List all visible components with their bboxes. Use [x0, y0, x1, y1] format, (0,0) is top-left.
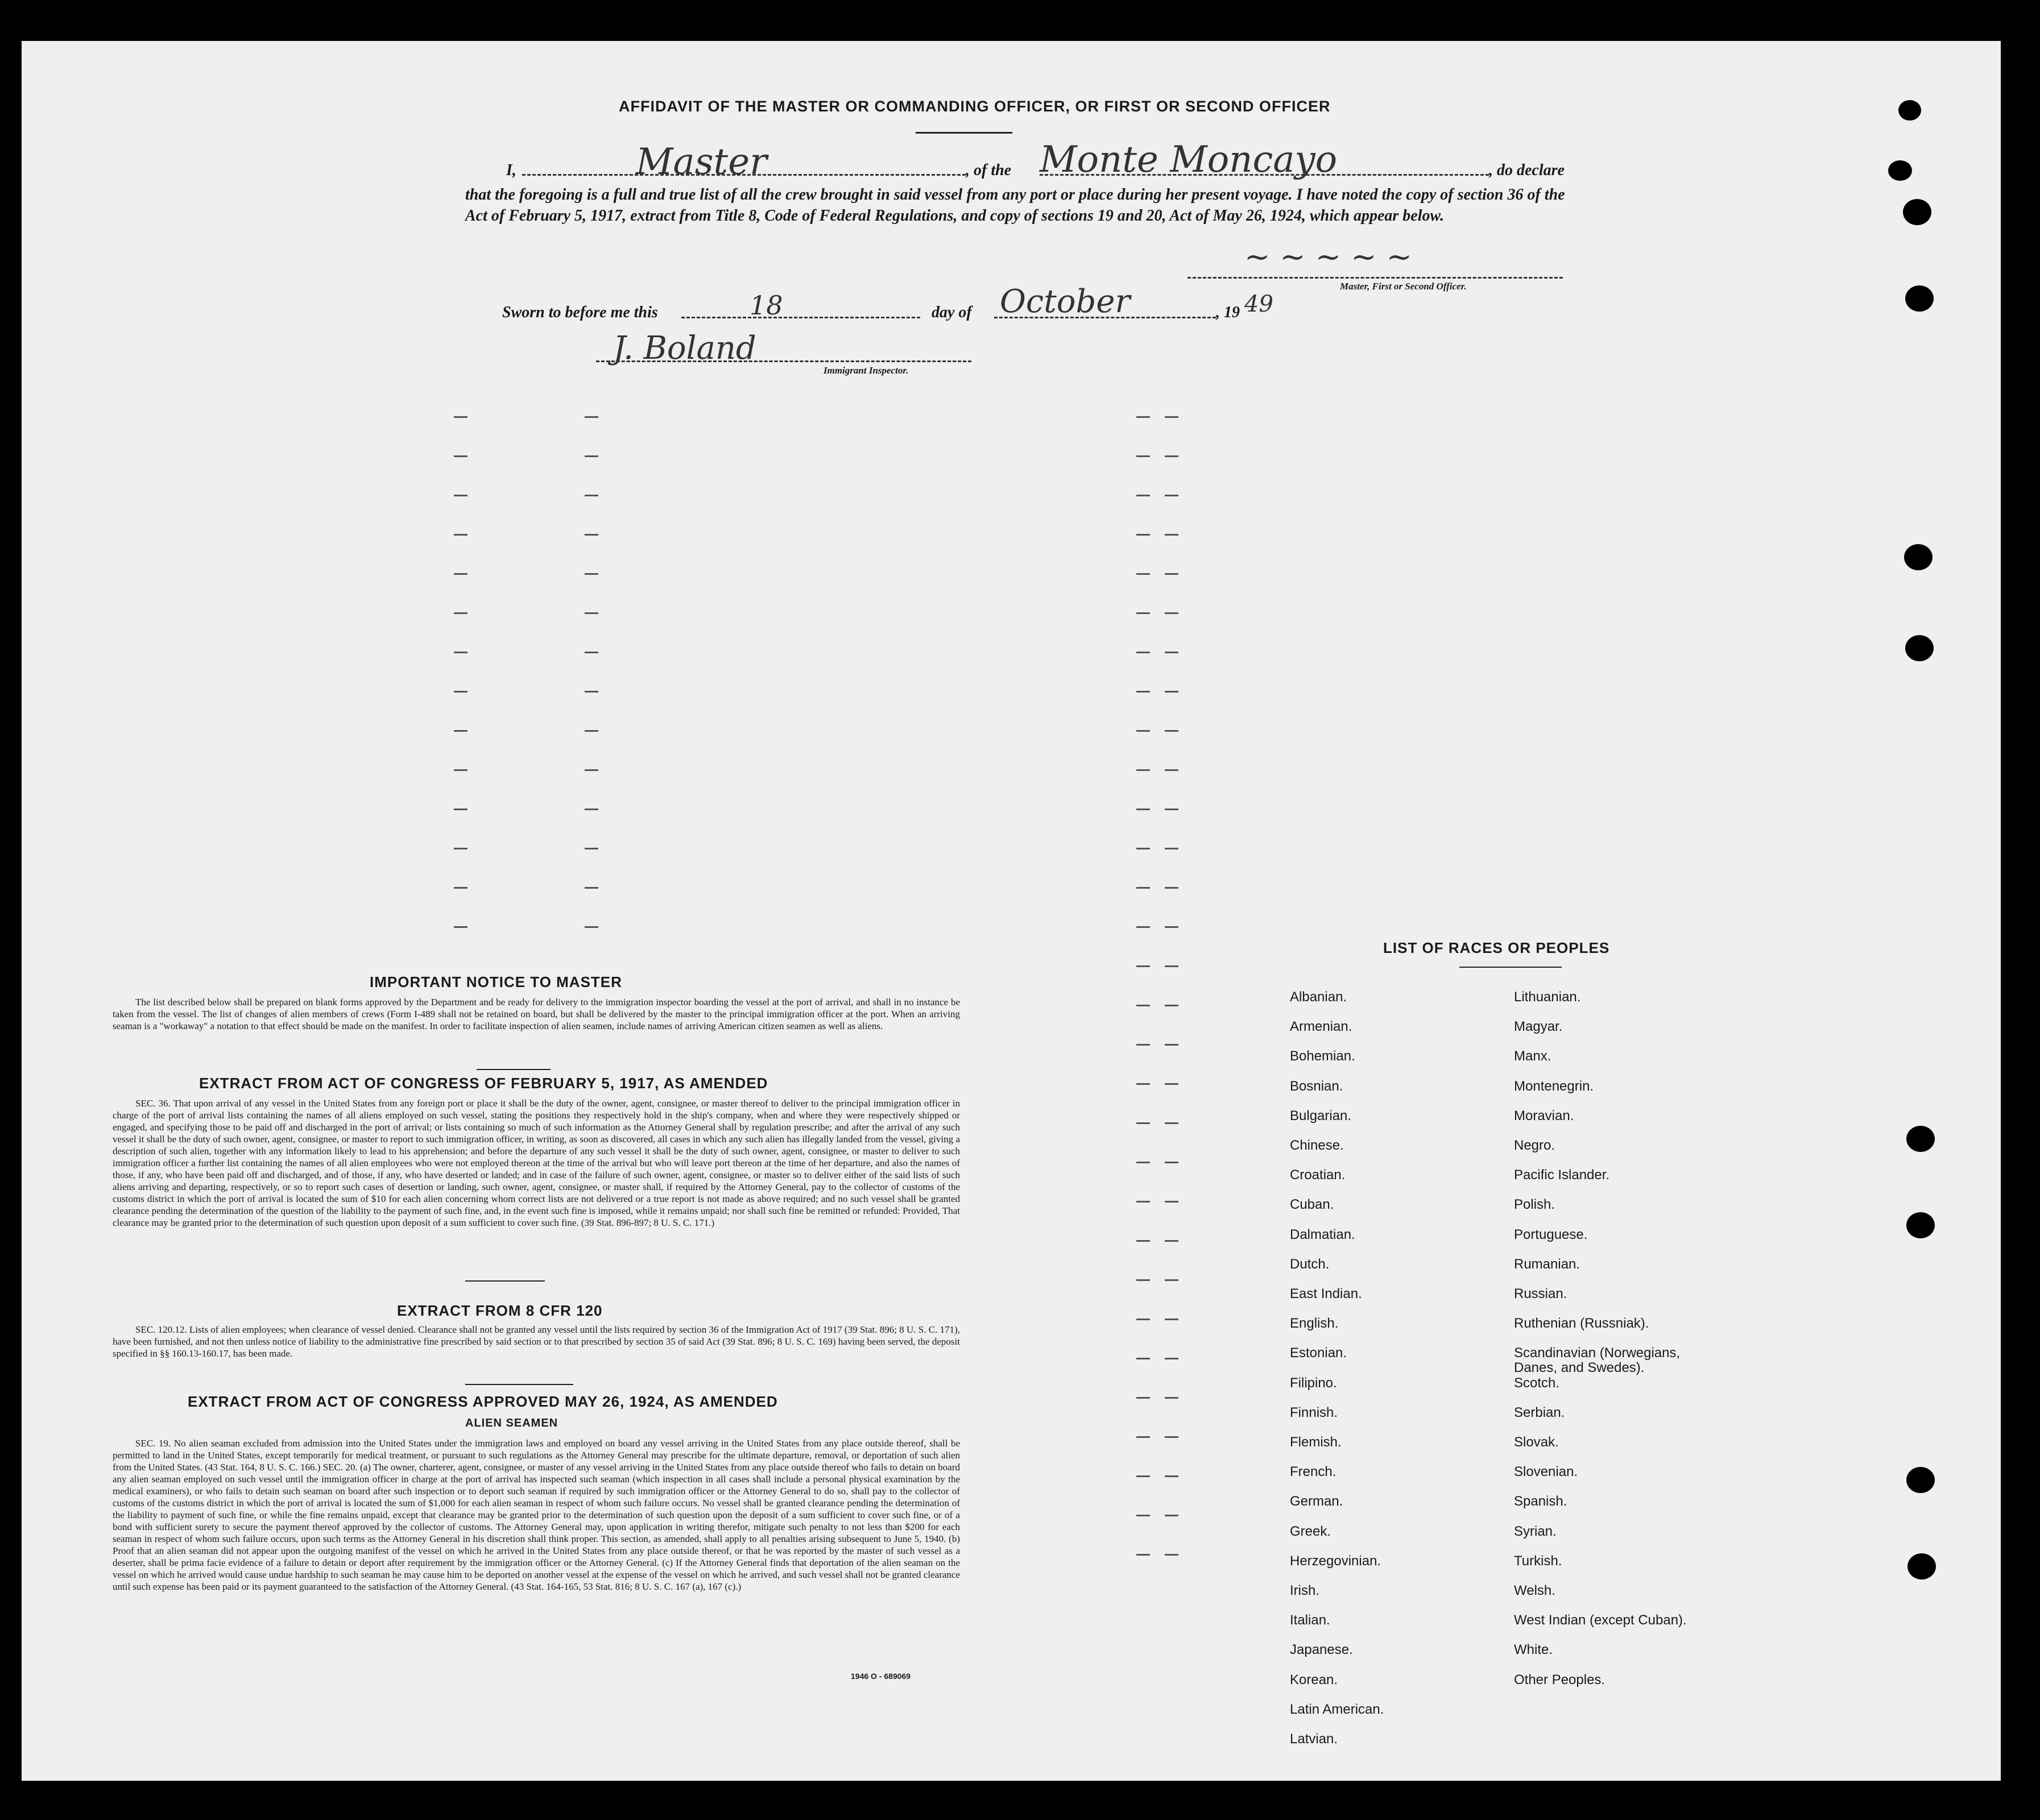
do-declare-label: , do declare: [1489, 161, 1565, 179]
blank-mark: [1165, 887, 1178, 889]
blank-mark: [454, 612, 467, 614]
blank-mark: [1136, 573, 1150, 575]
blank-mark: [454, 416, 467, 418]
affidavit-body: that the foregoing is a full and true list of all the crew brought in said vessel from any port or place during her present voyage. I have noted the copy of section 36 of the Act of February 5, 1917, extract from Title 8, Code of Federal Regulations, and copy of sections 19 and 20, Act of May 26, 1924, which appear below.: [465, 186, 1565, 225]
race-item: Magyar.: [1514, 1019, 1563, 1035]
blank-mark: [454, 455, 467, 457]
race-item: Cuban.: [1290, 1197, 1334, 1213]
blank-mark: [1165, 1319, 1178, 1320]
blank-mark: [1136, 534, 1150, 536]
race-item: Dalmatian.: [1290, 1226, 1355, 1242]
blank-mark: [1136, 730, 1150, 732]
race-item: Albanian.: [1290, 989, 1347, 1005]
punch-hole: [1898, 100, 1921, 121]
race-item: Turkish.: [1514, 1553, 1562, 1569]
blank-mark: [585, 887, 598, 889]
race-item: Moravian.: [1514, 1108, 1574, 1123]
sworn-month: October: [1000, 283, 1131, 320]
race-item: Negro.: [1514, 1138, 1555, 1153]
race-item: Latvian.: [1290, 1731, 1338, 1747]
sworn-day: 18: [750, 290, 783, 321]
blank-mark: [1136, 1397, 1150, 1399]
blank-mark: [1136, 1436, 1150, 1438]
race-item: Ruthenian (Russniak).: [1514, 1316, 1649, 1332]
race-item: German.: [1290, 1494, 1343, 1510]
blank-mark: [1165, 1554, 1178, 1556]
title-underline: [916, 132, 1012, 134]
blank-mark: [454, 926, 467, 928]
race-item: Greek.: [1290, 1523, 1331, 1539]
blank-mark: [1165, 612, 1178, 614]
blank-mark: [1165, 1397, 1178, 1399]
blank-mark: [1165, 730, 1178, 732]
race-item: Italian.: [1290, 1612, 1330, 1628]
blank-mark: [454, 848, 467, 849]
punch-hole: [1906, 1212, 1935, 1238]
punch-hole: [1906, 1467, 1935, 1493]
race-item: Dutch.: [1290, 1256, 1330, 1272]
blank-mark: [1165, 1044, 1178, 1046]
blank-mark: [1136, 1515, 1150, 1516]
blank-mark: [585, 691, 598, 693]
race-item: Croatian.: [1290, 1167, 1346, 1183]
blank-mark: [585, 926, 598, 928]
race-item: Japanese.: [1290, 1642, 1353, 1658]
print-code: 1946 O - 689069: [851, 1672, 911, 1681]
race-item: Slovenian.: [1514, 1464, 1578, 1480]
blank-mark: [1165, 691, 1178, 693]
blank-mark: [1165, 965, 1178, 967]
extract-1917-title: EXTRACT FROM ACT OF CONGRESS OF FEBRUARY 5, 1917, AS AMENDED: [199, 1075, 768, 1092]
blank-mark: [1165, 652, 1178, 653]
punch-hole: [1903, 199, 1931, 225]
affidavit-title: AFFIDAVIT OF THE MASTER OR COMMANDING OFFICER, OR FIRST OR SECOND OFFICER: [619, 98, 1331, 115]
blank-mark: [1165, 926, 1178, 928]
race-item: Scandinavian (Norwegians,: [1514, 1345, 1681, 1361]
blank-mark: [454, 730, 467, 732]
blank-mark: [585, 534, 598, 536]
race-item: Latin American.: [1290, 1701, 1384, 1717]
inspector-signature: J. Boland: [613, 330, 756, 367]
race-item: French.: [1290, 1464, 1336, 1480]
race-item: English.: [1290, 1316, 1339, 1332]
races-underline: [1459, 967, 1562, 968]
of-the-label: , of the: [966, 161, 1012, 179]
year-prefix: , 19: [1216, 304, 1240, 321]
race-item: Herzegovinian.: [1290, 1553, 1381, 1569]
blank-mark: [1136, 416, 1150, 418]
blank-mark: [585, 573, 598, 575]
punch-hole: [1905, 285, 1934, 312]
blank-mark: [1165, 1201, 1178, 1203]
race-item: Korean.: [1290, 1672, 1338, 1688]
blank-mark: [585, 769, 598, 771]
race-item: Montenegrin.: [1514, 1078, 1594, 1094]
punch-hole: [1905, 635, 1934, 661]
declarant-prefix: I,: [506, 161, 516, 179]
blank-mark: [1165, 769, 1178, 771]
race-item: Irish.: [1290, 1583, 1320, 1598]
blank-mark: [585, 495, 598, 496]
declarant-name: Master: [636, 141, 767, 183]
blank-mark: [1165, 1515, 1178, 1516]
race-item: Bulgarian.: [1290, 1108, 1352, 1123]
extract-cfr-title: EXTRACT FROM 8 CFR 120: [397, 1302, 603, 1319]
blank-mark: [1165, 1475, 1178, 1477]
blank-mark: [1136, 887, 1150, 889]
blank-mark: [1165, 573, 1178, 575]
blank-mark: [1136, 455, 1150, 457]
blank-mark: [1136, 495, 1150, 496]
punch-hole: [1906, 1126, 1935, 1152]
alien-seamen-subtitle: ALIEN SEAMEN: [465, 1417, 558, 1429]
blank-mark: [1136, 1005, 1150, 1006]
race-item: Flemish.: [1290, 1435, 1342, 1450]
blank-mark: [1136, 1162, 1150, 1163]
race-item: Serbian.: [1514, 1404, 1565, 1420]
blank-mark: [454, 809, 467, 810]
race-item: Lithuanian.: [1514, 989, 1581, 1005]
blank-mark: [1136, 612, 1150, 614]
blank-mark: [1136, 1083, 1150, 1085]
blank-mark: [1165, 1005, 1178, 1006]
blank-mark: [1165, 1240, 1178, 1242]
blank-mark: [454, 691, 467, 693]
blank-mark: [585, 730, 598, 732]
blank-mark: [1165, 495, 1178, 496]
blank-mark: [1136, 926, 1150, 928]
race-item: Rumanian.: [1514, 1256, 1580, 1272]
race-item: Bohemian.: [1290, 1048, 1355, 1064]
blank-mark: [585, 612, 598, 614]
notice-title: IMPORTANT NOTICE TO MASTER: [370, 973, 622, 990]
day-of-label: day of: [932, 304, 972, 321]
race-item: Syrian.: [1514, 1523, 1557, 1539]
race-item: Finnish.: [1290, 1404, 1338, 1420]
race-item: Danes, and Swedes).: [1514, 1360, 1645, 1376]
sworn-year: 49: [1244, 291, 1273, 317]
blank-mark: [1136, 691, 1150, 693]
master-signature-mark: ~ ~ ~ ~ ~: [1244, 239, 1412, 275]
section-divider: [465, 1384, 573, 1385]
signature-label: Master, First or Second Officer.: [1340, 281, 1467, 292]
blank-mark: [1165, 534, 1178, 536]
inspector-label: Immigrant Inspector.: [824, 365, 909, 376]
race-item: Other Peoples.: [1514, 1672, 1605, 1688]
race-item: Filipino.: [1290, 1375, 1337, 1391]
blank-mark: [1136, 1358, 1150, 1359]
race-item: White.: [1514, 1642, 1553, 1658]
notice-body: The list described below shall be prepared on blank forms approved by the Department and be ready for delivery to the immigration inspector boarding the vessel at the port of arrival, and shall in no instance be taken from the vessel. The list of changes of alien members of crews (Form I-489 shall not be retained on board, but shall be delivered by the master to the principal immigration officer at the port. When an arriving seaman is a "workaway" a notation to that effect should be made on the manifest. In order to facilitate inspection of alien seamen, include names of arriving American citizen seamen as well as aliens.: [113, 997, 960, 1031]
race-item: Portuguese.: [1514, 1226, 1588, 1242]
vessel-name: Monte Moncayo: [1040, 139, 1338, 181]
race-item: Chinese.: [1290, 1138, 1344, 1153]
sworn-label: Sworn to before me this: [502, 304, 658, 321]
blank-mark: [1136, 1044, 1150, 1046]
blank-mark: [1165, 1122, 1178, 1124]
extract-cfr-body: SEC. 120.12. Lists of alien employees; when clearance of vessel denied. Clearance shall not be granted any vessel until the lists required by section 36 of the Immigration Act of 1917 (39 Stat. 896; 8 U. S. C. 171), have been furnished, and not then unless notice of liability to the administrative fine prescribed by said section or to that prescribed by section 35 of said Act (39 Stat. 896; 8 U. S. C. 169) having been served, the deposit specified in §§ 160.13-160.17, has been made.: [113, 1324, 960, 1359]
blank-mark: [1165, 1083, 1178, 1085]
blank-mark: [1165, 848, 1178, 849]
blank-mark: [585, 455, 598, 457]
race-item: Welsh.: [1514, 1583, 1555, 1598]
race-item: Bosnian.: [1290, 1078, 1343, 1094]
race-item: Russian.: [1514, 1286, 1567, 1301]
punch-hole: [1907, 1553, 1936, 1579]
blank-mark: [1165, 1279, 1178, 1281]
blank-mark: [454, 887, 467, 889]
blank-mark: [1136, 1122, 1150, 1124]
blank-mark: [1136, 848, 1150, 849]
blank-mark: [1165, 1162, 1178, 1163]
extract-1924-body: SEC. 19. No alien seaman excluded from admission into the United States under the immigration laws and employed on board any vessel arriving in the United States from any place outside thereof, shall be permitted to land in the United States, except temporarily for medical treatment, or pursuant to such regulations as the Attorney General may prescribe for the ultimate departure, removal, or deportation of such alien from the United States. (43 Stat. 164, 8 U. S. C. 166.) SEC. 20. (a) The owner, charterer, agent, consignee, or master of any vessel arriving in the United States from any place outside thereof who fails to detain on board any alien seaman employed on such vessel until the immigration officer in charge at the port of arrival has inspected such seaman (which inspection in all cases shall include a personal physical examination by the medical examiners), or who fails to detain such seaman on board after such inspection or to deport such seaman if required by such immigration officer or the Attorney General to do so, shall pay to the collector of customs of the customs district in which the port of arrival is located the sum of $1,000 for each alien seaman in respect of whom such failure occurs. No vessel shall be granted clearance pending the determination of the liability to payment of such fine, or while the fine remains unpaid, except that clearance may be granted prior to the determination of such question upon the deposit of a sum sufficient to cover such fine, or of a bond with sufficient surety to secure the payment thereof approved by the collector of customs. The Attorney General may, upon application in writing therefor, mitigate such penalty to not less than $200 for each seaman in respect of whom such failure occurs, upon such terms as the Attorney General in his discretion shall think proper. This section, as amended, shall apply to all penalties arising subsequent to June 5, 1940. (b) Proof that an alien seaman did not appear upon the outgoing manifest of the vessel on which he arrived in the United States from any place outside thereof, or that he was reported by the master of such vessel as a deserter, shall be prima facie evidence of a failure to detain or deport after requirement by the immigration officer or the Attorney General. (c) If the Attorney General finds that deportation of the alien seaman on the vessel on which he arrived would cause undue hardship to such seaman he may cause him to be deported on another vessel at the expense of the vessel on which he arrived, and such vessel shall not be granted clearance until such expense has been paid or its payment guaranteed to the satisfaction of the Attorney General. (43 Stat. 164-165, 53 Stat. 816; 8 U. S. C. 167 (a), 167 (c).): [113, 1438, 960, 1592]
section-divider: [477, 1069, 551, 1070]
race-item: Spanish.: [1514, 1494, 1567, 1510]
blank-mark: [585, 652, 598, 653]
race-item: East Indian.: [1290, 1286, 1362, 1301]
signature-line: [1187, 277, 1563, 279]
race-item: Armenian.: [1290, 1019, 1352, 1035]
blank-mark: [1136, 1279, 1150, 1281]
section-divider: [465, 1280, 545, 1282]
blank-mark: [1165, 416, 1178, 418]
extract-1917-body: SEC. 36. That upon arrival of any vessel in the United States from any foreign port or place it shall be the duty of the owner, agent, consignee, or master thereof to deliver to the principal immigration officer in charge of the port of arrival lists containing the names of all aliens employed on such vessel, stating the positions they respectively hold in the ship's company, when and where they were respectively shipped or engaged, and specifying those to be paid off and discharged in the port of arrival; or lists containing so much of such information as the Attorney General shall by regulation prescribe; and after the arrival of any such vessel it shall be the duty of such owner, agent, consignee, or master to report to such immigration officer, in writing, as soon as discovered, all cases in which any such alien has illegally landed from the vessel, giving a description of such alien, together with any information likely to lead to his apprehension; and before the departure of any such vessel it shall be the duty of such owner, agent, consignee, or master to deliver to such immigration officer a further list containing the names of all alien employees who were not employed thereon at the time of the arrival but who will leave port thereon at the time of her departure, and also the names of those, if any, who have been paid off and discharged, and of those, if any, who have deserted or landed; and in case of the failure of such owner, agent, consignee, or master so to deliver either of the said lists of such aliens arriving and departing, respectively, or so to report such cases of desertion or landing, such owner, agent, consignee, or master shall, if required by the Attorney General, pay to the collector of customs of the customs district in which the port of arrival is located the sum of $10 for each alien concerning whom correct lists are not delivered or a true report is not made as above required; and no such vessel shall be granted clearance pending the determination of the question of the liability to the payment of such fine, and, in the event such fine is imposed, while it remains unpaid; nor shall such fine be remitted or refunded: Provided, That clearance may be granted prior to the determination of such question upon deposit of a sum sufficient to cover such fine. (39 Stat. 896-897; 8 U. S. C. 171.): [113, 1098, 960, 1228]
day-blank: [681, 317, 920, 318]
blank-mark: [1165, 455, 1178, 457]
blank-mark: [1136, 965, 1150, 967]
blank-mark: [1136, 1319, 1150, 1320]
blank-mark: [454, 495, 467, 496]
blank-mark: [454, 534, 467, 536]
blank-mark: [1136, 1240, 1150, 1242]
blank-mark: [1165, 809, 1178, 810]
blank-mark: [1136, 809, 1150, 810]
blank-mark: [454, 652, 467, 653]
race-item: West Indian (except Cuban).: [1514, 1612, 1687, 1628]
blank-mark: [454, 769, 467, 771]
race-item: Slovak.: [1514, 1435, 1559, 1450]
punch-hole: [1904, 544, 1933, 570]
blank-mark: [1136, 1475, 1150, 1477]
blank-mark: [454, 573, 467, 575]
blank-mark: [1165, 1358, 1178, 1359]
blank-mark: [1136, 652, 1150, 653]
races-title: LIST OF RACES OR PEOPLES: [1383, 939, 1610, 956]
blank-mark: [1136, 1201, 1150, 1203]
race-item: Scotch.: [1514, 1375, 1560, 1391]
blank-mark: [1136, 1554, 1150, 1556]
race-item: Manx.: [1514, 1048, 1551, 1064]
punch-hole: [1888, 160, 1912, 181]
race-item: Estonian.: [1290, 1345, 1347, 1361]
extract-1924-title: EXTRACT FROM ACT OF CONGRESS APPROVED MAY 26, 1924, AS AMENDED: [188, 1393, 778, 1410]
race-item: Pacific Islander.: [1514, 1167, 1610, 1183]
race-item: Polish.: [1514, 1197, 1555, 1213]
blank-mark: [1136, 769, 1150, 771]
blank-mark: [585, 848, 598, 849]
blank-mark: [1165, 1436, 1178, 1438]
document-page: [22, 41, 2001, 1781]
blank-mark: [585, 416, 598, 418]
blank-mark: [585, 809, 598, 810]
